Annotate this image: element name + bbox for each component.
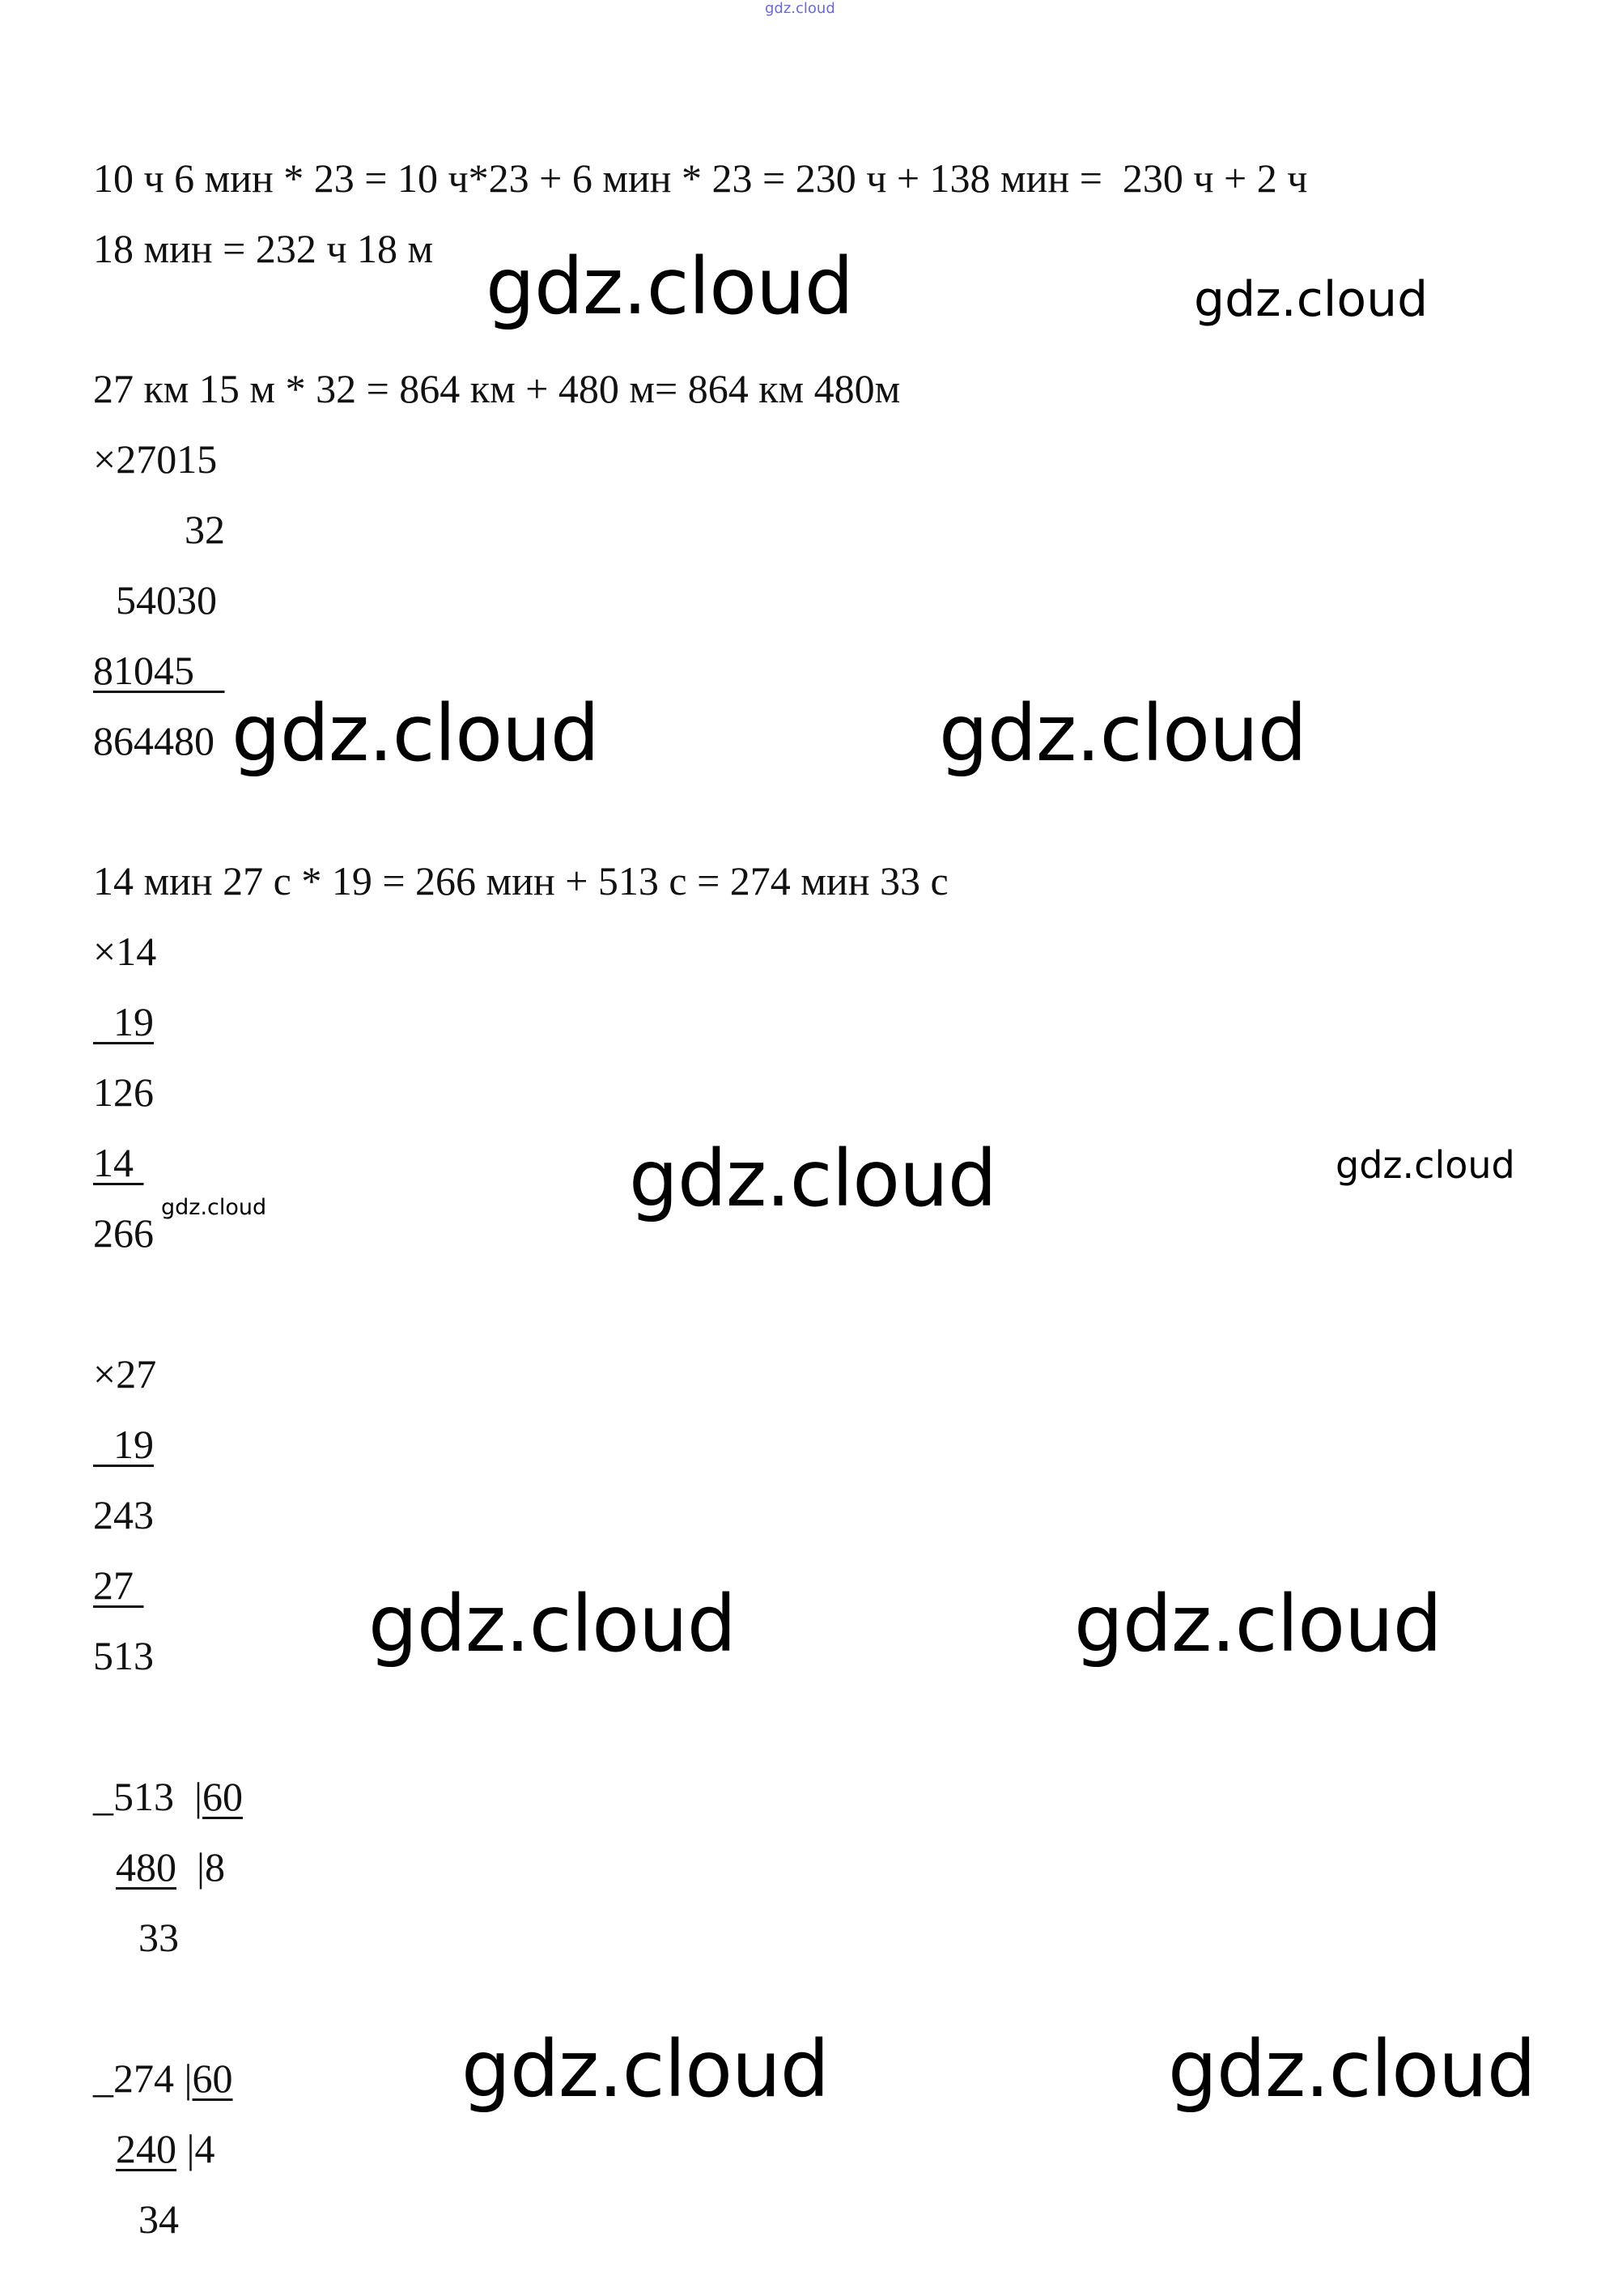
mult2-partial1: 243 [93, 1492, 154, 1537]
mult-partial1: 54030 [116, 577, 217, 623]
mult-partial2-text: 81045 [93, 648, 194, 693]
watermark-text: gdz.cloud [1168, 2024, 1535, 2115]
div2-divisor: 60 [192, 2056, 233, 2101]
watermark-text: gdz.cloud [629, 1133, 996, 1224]
mult1-factor2 [93, 997, 154, 1046]
div2-subtract: 240 [116, 2126, 176, 2171]
watermark-text: gdz.cloud [486, 241, 853, 332]
mult2-result: 513 [93, 1633, 154, 1678]
mult-factor1: ×27015 [93, 436, 218, 482]
div2-subtract-row: 240 |4 [116, 2126, 215, 2171]
mult2-partial2 [93, 1561, 144, 1609]
watermark-text: gdz.cloud [461, 2024, 829, 2115]
div2-dividend-row: _274 |60 [93, 2056, 233, 2101]
div1-remainder: 33 [138, 1915, 179, 1960]
mult-factor2: 32 [185, 507, 225, 552]
problem1-line2: 18 мин = 232 ч 18 м [93, 226, 434, 271]
problem2-equation: 27 км 15 м * 32 = 864 км + 480 м= 864 км 480м [93, 366, 901, 411]
mult-partial2 [93, 646, 225, 695]
mult2-partial2-text: 27 [93, 1563, 134, 1608]
mult1-factor2-text: 19 [113, 999, 154, 1044]
mult1-factor1: ×14 [93, 929, 157, 974]
mult-result: 864480 [93, 718, 214, 763]
div1-subtract-row: 480 |8 [116, 1844, 226, 1890]
watermark-text: gdz.cloud [1336, 1143, 1515, 1187]
div2-remainder: 34 [138, 2196, 179, 2242]
div1-subtract: 480 [116, 1844, 176, 1890]
div2-quotient: 4 [194, 2126, 215, 2171]
problem1-line1: 10 ч 6 мин * 23 = 10 ч*23 + 6 мин * 23 = 230 ч + 138 мин = 230 ч + 2 ч [93, 155, 1308, 201]
mult2-factor1: ×27 [93, 1351, 157, 1397]
div1-divisor: 60 [202, 1774, 244, 1819]
div1-dividend: _513 [93, 1774, 174, 1819]
div1-dividend-row: _513 |60 [93, 1774, 244, 1819]
watermark-text: gdz.cloud [1074, 1579, 1442, 1669]
div1-quotient: 8 [205, 1844, 226, 1890]
mult2-factor2 [93, 1420, 154, 1469]
watermark-text: gdz.cloud [231, 688, 599, 779]
mult1-partial1: 126 [93, 1069, 154, 1115]
watermark-text: gdz.cloud [1194, 271, 1429, 328]
watermark-text: gdz.cloud [939, 688, 1306, 779]
mult1-partial2-text: 14 [93, 1140, 134, 1185]
mult2-factor2-text: 19 [113, 1422, 154, 1467]
div2-dividend: _274 [93, 2056, 174, 2101]
mult1-partial2 [93, 1138, 144, 1187]
mult1-result: 266 [93, 1210, 154, 1256]
watermark-text: gdz.cloud [368, 1579, 736, 1669]
problem3-equation: 14 мин 27 с * 19 = 266 мин + 513 с = 274 мин 33 с [93, 858, 949, 904]
top-watermark: gdz.cloud [765, 0, 835, 17]
watermark-text: gdz.cloud [161, 1195, 267, 1220]
